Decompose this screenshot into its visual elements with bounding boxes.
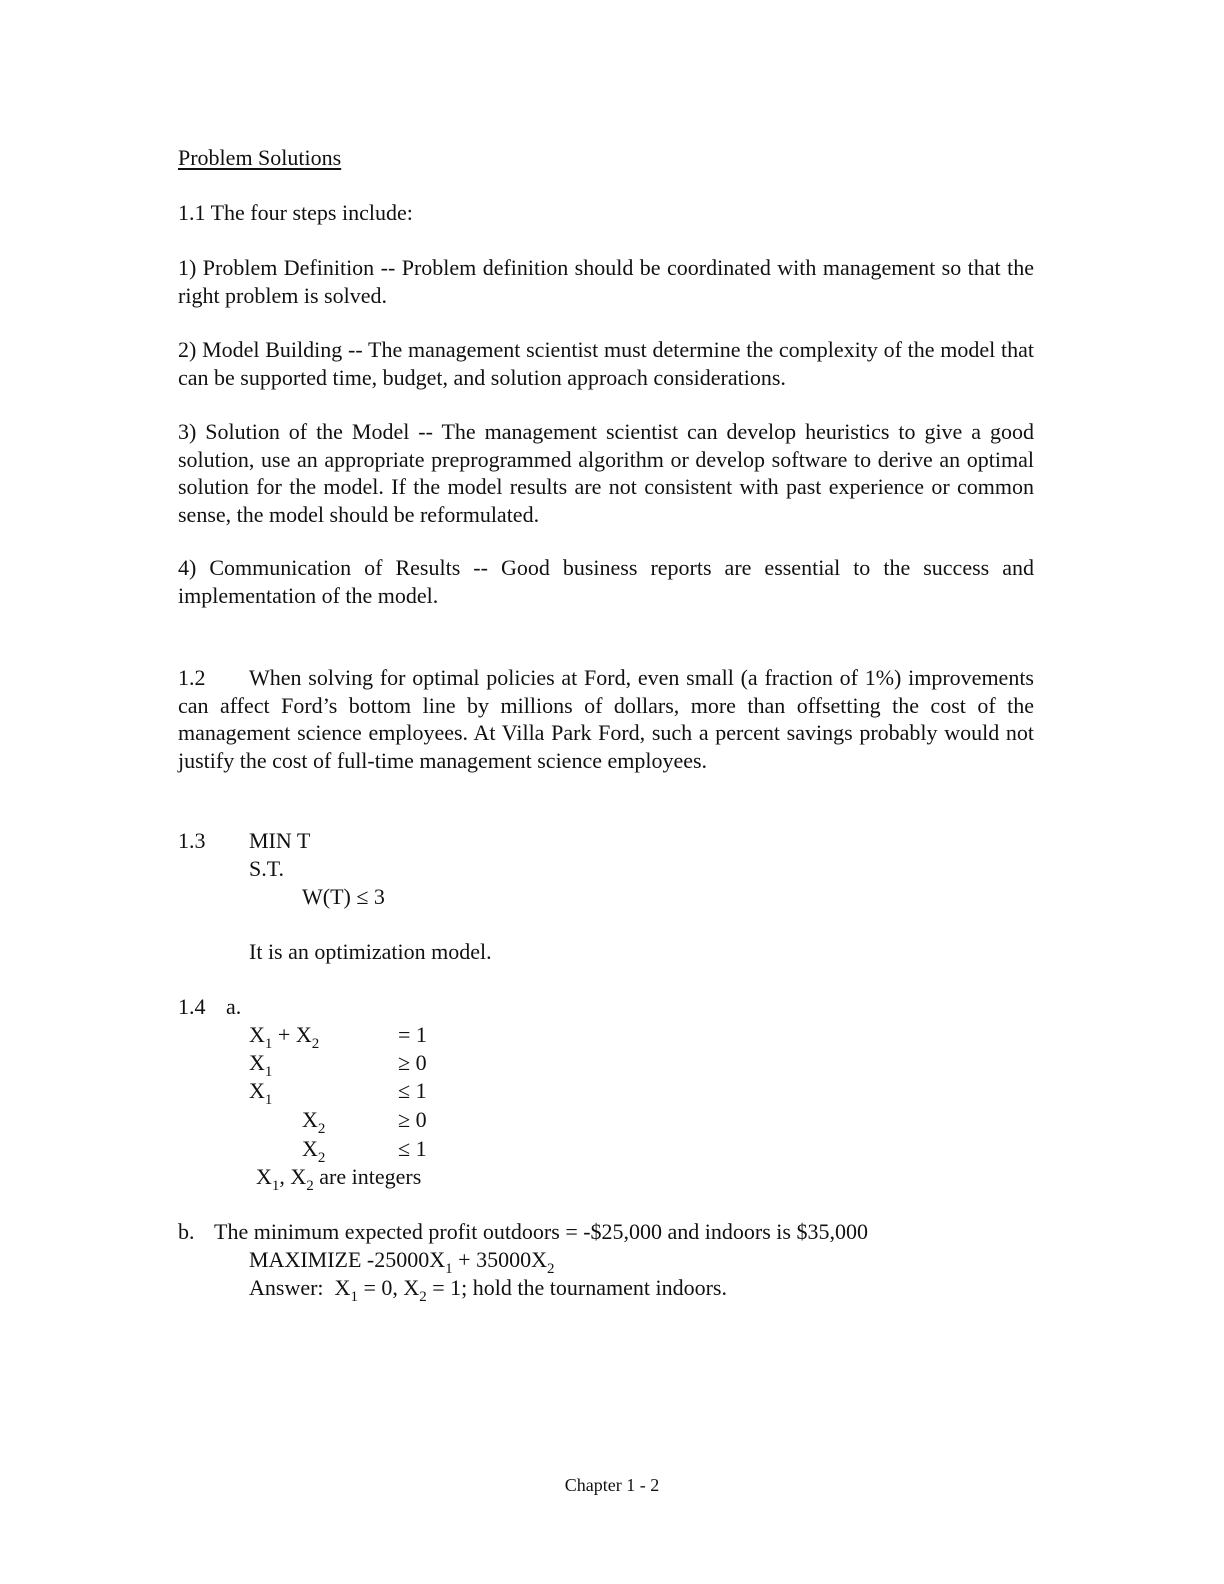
integer-constraint-line: $X_1$, $X_2$ are integers [256,1164,422,1195]
page-title: Problem Solutions [178,145,342,170]
problem-1-3-number: 1.3 [178,828,206,853]
constraint-x2-ge-lhs: $X_2$ [302,1107,326,1138]
subject-to-label: S.T. [249,856,285,881]
step-3-paragraph: 3) Solution of the Model -- The management scientist can develop heuristics to give a good solution, use an appropriate preprogrammed algorithm or develop software to derive an optimal solution for the model. If the model results are not consistent with past experience or common sense, the model should be reformulated. [178,419,1034,527]
step-2-paragraph: 2) Model Building -- The management scientist must determine the complexity of the model that can be supported time, budget, and solution approach considerations. [178,337,1034,390]
part-a-label: a. [226,994,242,1019]
problem-1-4-number: 1.4 [178,994,206,1019]
objective-line: MIN T [249,828,311,853]
constraint-x1-ge-lhs: $X_1$ [249,1050,273,1081]
constraint-x1-plus-x2-rhs: = 1 [398,1022,427,1047]
model-type-note: It is an optimization model. [249,939,492,964]
maximize-objective-line: MAXIMIZE $-25000X_1 + 35000X_2$ [249,1247,555,1278]
constraint-x1-ge-rhs: ≥ 0 [398,1050,427,1075]
constraint-line: W(T) ≤ 3 [302,884,385,909]
constraint-x1-plus-x2-lhs: $X_1 + X_2$ [249,1022,320,1053]
problem-1-2-paragraph [178,664,1034,774]
step-1-paragraph: 1) Problem Definition -- Problem definition should be coordinated with management so that the right problem is solved. [178,255,1034,308]
answer-line: Answer: $X_1 = 0$, $X_2 = 1$; hold the tournament indoors. [249,1275,727,1306]
problem-1-2-text: When solving for optimal policies at Ford, even small (a fraction of 1%) improvements can affect Ford’s bottom line by millions of dollars, more than offsetting the cost of the management science employees. At Villa Park Ford, such a percent savings probably would not justify the cost of full-time management science employees. [178,665,1034,773]
part-b-text: The minimum expected profit outdoors = -$25,000 and indoors is $35,000 [214,1219,868,1244]
part-b-label: b. [178,1219,195,1244]
constraint-x1-le-lhs: $X_1$ [249,1078,273,1109]
step-4-paragraph: 4) Communication of Results -- Good business reports are essential to the success and implementation of the model. [178,555,1034,608]
constraint-x2-le-rhs: ≤ 1 [398,1136,427,1161]
constraint-x1-le-rhs: ≤ 1 [398,1078,427,1103]
problem-1-1-intro: 1.1 The four steps include: [178,200,413,225]
page-footer: Chapter 1 - 2 [564,1475,660,1495]
constraint-x2-ge-rhs: ≥ 0 [398,1107,427,1132]
problem-1-2-number: 1.2 [178,665,206,690]
constraint-x2-le-lhs: $X_2$ [302,1136,326,1167]
